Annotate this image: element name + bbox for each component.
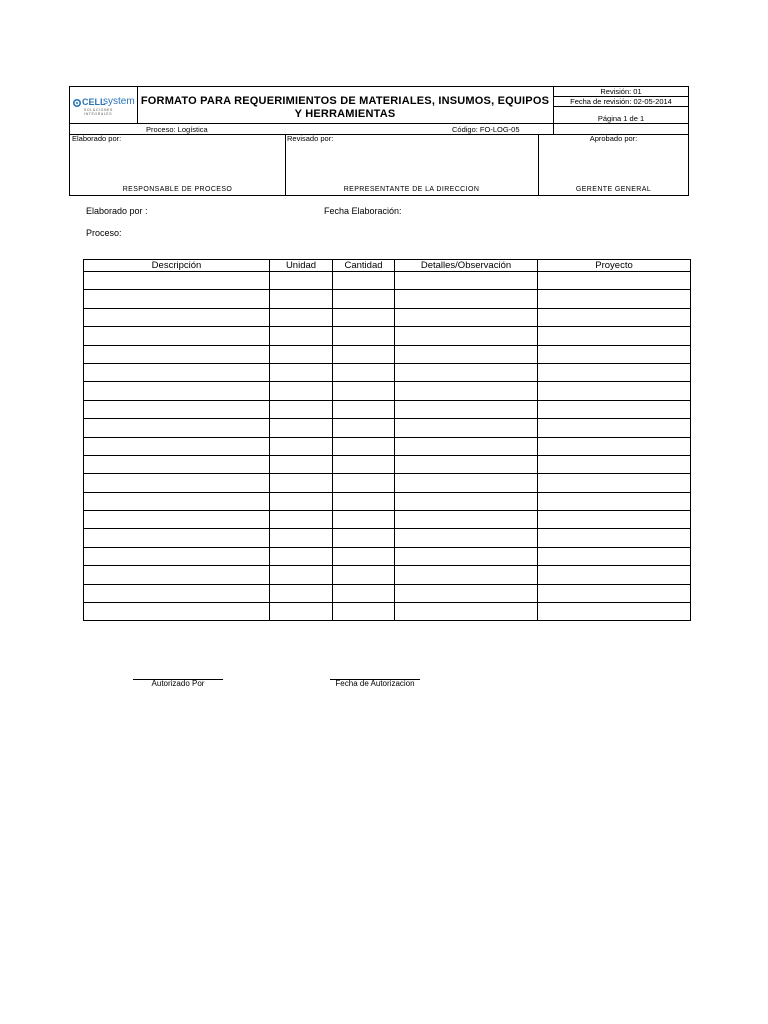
- table-cell[interactable]: [395, 511, 538, 529]
- table-cell[interactable]: [333, 455, 395, 473]
- table-row: [84, 566, 691, 584]
- table-cell[interactable]: [270, 566, 333, 584]
- table-row: [84, 547, 691, 565]
- table-cell[interactable]: [84, 584, 270, 602]
- table-row: [84, 455, 691, 473]
- table-row: [84, 345, 691, 363]
- table-cell[interactable]: [538, 584, 691, 602]
- table-row: [84, 584, 691, 602]
- table-header-row: [84, 260, 691, 272]
- table-cell[interactable]: [84, 272, 270, 290]
- table-row: [84, 382, 691, 400]
- table-cell[interactable]: [270, 345, 333, 363]
- table-row: [84, 603, 691, 621]
- table-row: [84, 474, 691, 492]
- table-cell[interactable]: [395, 566, 538, 584]
- table-cell[interactable]: [84, 547, 270, 565]
- table-cell[interactable]: [395, 474, 538, 492]
- table-cell[interactable]: [84, 474, 270, 492]
- code-text: Código: FO-LOG-05: [452, 125, 520, 134]
- elaborado-por-label: Elaborado por :: [86, 206, 148, 216]
- table-row: [84, 437, 691, 455]
- table-cell[interactable]: [395, 584, 538, 602]
- table-cell[interactable]: [333, 584, 395, 602]
- table-cell[interactable]: [84, 566, 270, 584]
- logo-brand-bold: CELL: [82, 97, 106, 107]
- table-cell[interactable]: [333, 529, 395, 547]
- table-cell[interactable]: [333, 327, 395, 345]
- reviewed-role: REPRESENTANTE DE LA DIRECCION: [343, 186, 480, 193]
- table-cell[interactable]: [270, 455, 333, 473]
- table-row: [84, 327, 691, 345]
- table-row: [84, 400, 691, 418]
- table-cell[interactable]: [395, 529, 538, 547]
- table-cell[interactable]: [538, 327, 691, 345]
- table-cell[interactable]: [333, 363, 395, 381]
- table-cell[interactable]: [538, 603, 691, 621]
- table-cell[interactable]: [538, 529, 691, 547]
- column-header-cantidad: Cantidad: [333, 260, 395, 272]
- table-row: [84, 308, 691, 326]
- table-cell[interactable]: [395, 363, 538, 381]
- table-cell[interactable]: [84, 529, 270, 547]
- table-cell[interactable]: [270, 511, 333, 529]
- table-cell[interactable]: [84, 345, 270, 363]
- table-cell[interactable]: [395, 290, 538, 308]
- table-cell[interactable]: [395, 272, 538, 290]
- table-row: [84, 272, 691, 290]
- table-cell[interactable]: [538, 345, 691, 363]
- table-cell[interactable]: [538, 547, 691, 565]
- table-cell[interactable]: [395, 400, 538, 418]
- table-cell[interactable]: [270, 492, 333, 510]
- table-cell[interactable]: [538, 290, 691, 308]
- table-cell[interactable]: [395, 327, 538, 345]
- column-header-proyecto: Proyecto: [538, 260, 691, 272]
- table-cell[interactable]: [84, 308, 270, 326]
- table-cell[interactable]: [270, 272, 333, 290]
- table-cell[interactable]: [333, 382, 395, 400]
- table-cell[interactable]: [270, 584, 333, 602]
- table-cell[interactable]: [395, 492, 538, 510]
- column-header-descripcion: Descripción: [84, 260, 270, 272]
- proceso-label: Proceso:: [86, 228, 122, 238]
- table-cell[interactable]: [333, 492, 395, 510]
- column-header-detalles: Detalles/Observación: [395, 260, 538, 272]
- table-cell[interactable]: [270, 382, 333, 400]
- table-cell[interactable]: [538, 437, 691, 455]
- table-cell[interactable]: [270, 437, 333, 455]
- table-cell[interactable]: [538, 566, 691, 584]
- table-cell[interactable]: [84, 290, 270, 308]
- table-cell[interactable]: [84, 603, 270, 621]
- table-cell[interactable]: [84, 492, 270, 510]
- table-cell[interactable]: [333, 400, 395, 418]
- table-cell[interactable]: [395, 419, 538, 437]
- revision-text: Revisión: 01: [600, 87, 642, 96]
- requirements-table: [83, 259, 691, 621]
- table-cell[interactable]: [84, 382, 270, 400]
- revision-date-text: Fecha de revisión: 02-05-2014: [570, 97, 672, 106]
- table-cell[interactable]: [84, 511, 270, 529]
- table-cell[interactable]: [270, 290, 333, 308]
- table-cell[interactable]: [270, 400, 333, 418]
- table-cell[interactable]: [395, 455, 538, 473]
- table-row: [84, 529, 691, 547]
- fecha-elaboracion-label: Fecha Elaboración:: [324, 206, 402, 216]
- table-cell[interactable]: [270, 547, 333, 565]
- logo-brand-light: system: [103, 96, 135, 107]
- table-cell[interactable]: [84, 437, 270, 455]
- reviewed-by-label: Revisado por:: [287, 134, 334, 143]
- table-cell[interactable]: [270, 603, 333, 621]
- table-row: [84, 290, 691, 308]
- document-title: FORMATO PARA REQUERIMIENTOS DE MATERIALES, INSUMOS, EQUIPOS Y HERRAMIENTAS: [140, 95, 550, 120]
- table-cell[interactable]: [538, 363, 691, 381]
- table-cell[interactable]: [333, 308, 395, 326]
- table-row: [84, 492, 691, 510]
- process-text: Proceso: Logística: [146, 125, 208, 134]
- table-cell[interactable]: [333, 566, 395, 584]
- table-cell[interactable]: [333, 272, 395, 290]
- table-cell[interactable]: [333, 474, 395, 492]
- table-cell[interactable]: [270, 308, 333, 326]
- autorizado-por-label: Autorizado Por: [151, 679, 205, 688]
- table-cell[interactable]: [84, 419, 270, 437]
- table-cell[interactable]: [538, 308, 691, 326]
- table-cell[interactable]: [84, 455, 270, 473]
- table-cell[interactable]: [395, 603, 538, 621]
- table-cell[interactable]: [333, 345, 395, 363]
- table-row: [84, 419, 691, 437]
- table-cell[interactable]: [395, 547, 538, 565]
- table-cell[interactable]: [538, 492, 691, 510]
- table-row: [84, 363, 691, 381]
- table-cell[interactable]: [538, 272, 691, 290]
- table-cell[interactable]: [395, 345, 538, 363]
- logo-tagline: SOLUCIONES INTEGRALES: [84, 108, 113, 116]
- table-cell[interactable]: [395, 382, 538, 400]
- approved-by-label: Aprobado por:: [589, 134, 638, 143]
- table-cell[interactable]: [270, 327, 333, 345]
- table-cell[interactable]: [270, 474, 333, 492]
- elaborated-by-label: Elaborado por:: [72, 134, 122, 143]
- elaborated-role: RESPONSABLE DE PROCESO: [122, 186, 233, 193]
- table-cell[interactable]: [538, 511, 691, 529]
- table-cell[interactable]: [395, 308, 538, 326]
- approved-role: GERENTE GENERAL: [575, 186, 652, 193]
- table-cell[interactable]: [84, 400, 270, 418]
- table-cell[interactable]: [333, 511, 395, 529]
- table-cell[interactable]: [538, 382, 691, 400]
- fecha-autorizacion-label: Fecha de Autorizacion: [335, 679, 415, 688]
- table-cell[interactable]: [538, 474, 691, 492]
- table-cell[interactable]: [333, 290, 395, 308]
- table-cell[interactable]: [270, 419, 333, 437]
- table-cell[interactable]: [270, 363, 333, 381]
- table-cell[interactable]: [333, 547, 395, 565]
- table-cell[interactable]: [538, 419, 691, 437]
- table-row: [84, 511, 691, 529]
- table-cell[interactable]: [84, 327, 270, 345]
- company-logo: [72, 96, 136, 116]
- table-cell[interactable]: [538, 400, 691, 418]
- table-cell[interactable]: [395, 437, 538, 455]
- table-cell[interactable]: [333, 419, 395, 437]
- table-cell[interactable]: [538, 455, 691, 473]
- table-cell[interactable]: [333, 603, 395, 621]
- table-cell[interactable]: [270, 529, 333, 547]
- table-cell[interactable]: [84, 363, 270, 381]
- page-number-text: Página 1 de 1: [597, 114, 645, 123]
- table-cell[interactable]: [333, 437, 395, 455]
- column-header-unidad: Unidad: [270, 260, 333, 272]
